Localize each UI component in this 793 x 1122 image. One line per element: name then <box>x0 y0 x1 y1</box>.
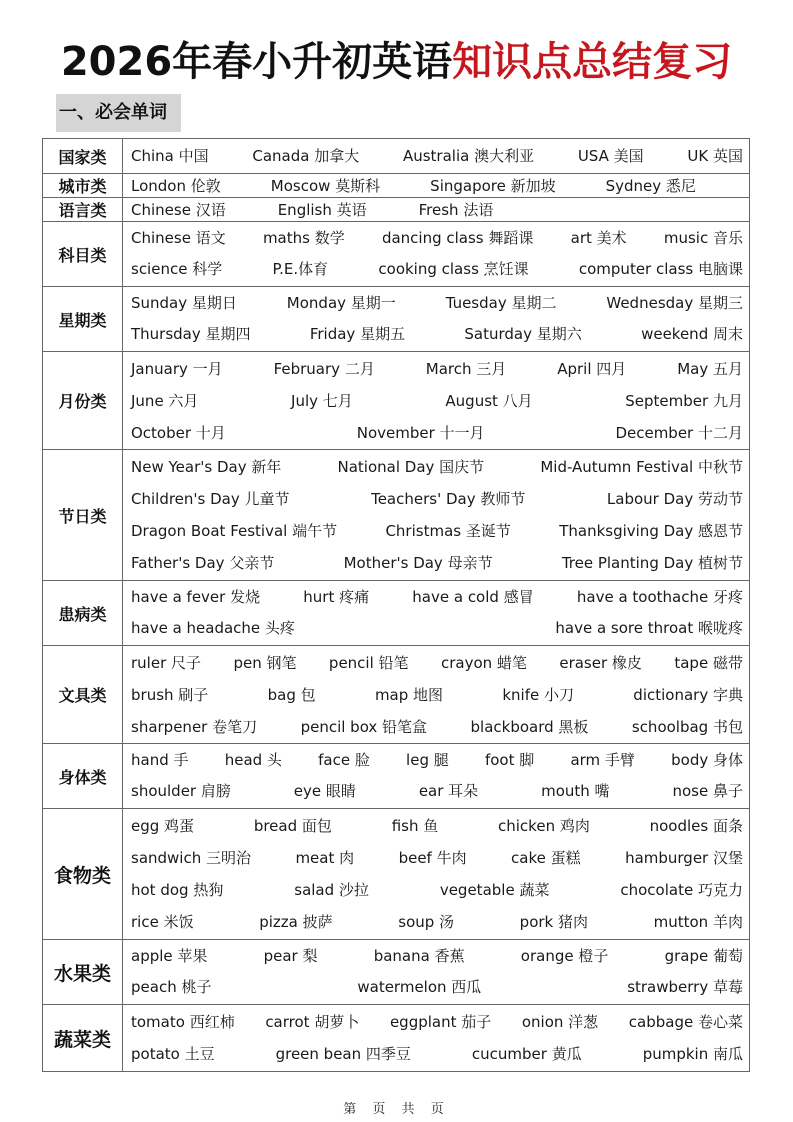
vocab-entry: London 伦敦 <box>131 176 221 195</box>
vocab-entry: National Day 国庆节 <box>337 457 485 476</box>
vocab-entry: August 八月 <box>445 391 533 410</box>
vocab-entry: P.E.体育 <box>272 260 329 278</box>
vocab-entry: pork 猪肉 <box>519 913 588 932</box>
word-line <box>131 288 749 320</box>
vocab-entry: Tuesday 星期二 <box>445 293 557 312</box>
vocab-entry: Australia 澳大利亚 <box>402 146 535 165</box>
vocab-entry: Monday 星期一 <box>286 293 396 312</box>
vocab-entry: tomato 西红柿 <box>131 1012 235 1031</box>
vocab-entry: Chinese 汉语 <box>131 200 226 219</box>
vocab-entry: art 美术 <box>570 228 627 247</box>
vocab-row <box>43 139 750 174</box>
word-line <box>131 223 749 255</box>
vocab-entry: English 英语 <box>277 200 367 219</box>
vocab-entry: beef 牛肉 <box>398 848 467 867</box>
vocab-row <box>43 1005 750 1072</box>
word-line <box>131 140 749 173</box>
vocab-entry: October 十月 <box>131 423 226 442</box>
vocab-entry: Christmas 圣诞节 <box>385 522 511 540</box>
vocab-entry: Canada 加拿大 <box>252 146 360 165</box>
page-title-main: 2026年春小升初英语 <box>60 39 453 85</box>
vocab-entry: pumpkin 南瓜 <box>642 1045 743 1063</box>
vocab-entry: peach 桃子 <box>131 978 212 996</box>
vocab-entry: eggplant 茄子 <box>389 1012 492 1031</box>
word-line <box>131 776 749 808</box>
vocabulary-table <box>42 138 750 1072</box>
word-line <box>131 1006 749 1039</box>
vocab-entry: dancing class 舞蹈课 <box>381 228 534 247</box>
category-words <box>123 139 750 174</box>
vocab-entry: egg 鸡蛋 <box>131 816 195 835</box>
category-label: 国家类 <box>43 139 123 174</box>
word-line <box>131 972 749 1004</box>
category-label: 蔬菜类 <box>43 1005 123 1072</box>
vocab-entry: dictionary 字典 <box>633 685 743 704</box>
word-line <box>131 745 749 777</box>
vocab-entry: February 二月 <box>273 359 375 378</box>
category-label: 城市类 <box>43 174 123 198</box>
vocab-entry: Tree Planting Day 植树节 <box>561 554 743 573</box>
category-label: 节日类 <box>43 450 123 581</box>
vocab-entry: hamburger 汉堡 <box>625 848 743 867</box>
vocab-entry: green bean 四季豆 <box>275 1045 411 1063</box>
vocab-entry: Thursday 星期四 <box>131 325 251 343</box>
category-words <box>123 287 750 352</box>
vocab-entry: July 七月 <box>291 391 353 410</box>
vocab-entry: fish 鱼 <box>391 816 439 835</box>
vocab-entry: New Year's Day 新年 <box>131 457 282 476</box>
vocab-entry: cooking class 烹饪课 <box>378 260 529 278</box>
vocab-entry: April 四月 <box>557 359 627 378</box>
vocab-entry: mutton 羊肉 <box>653 913 743 932</box>
word-line <box>131 1038 749 1071</box>
category-label: 星期类 <box>43 287 123 352</box>
word-line <box>131 613 749 645</box>
word-line <box>131 906 749 938</box>
word-line <box>131 547 749 579</box>
category-label: 语言类 <box>43 198 123 222</box>
vocab-entry: schoolbag 书包 <box>631 717 743 736</box>
vocab-entry: sandwich 三明治 <box>131 848 251 867</box>
vocab-entry: June 六月 <box>131 391 199 410</box>
vocab-row <box>43 646 750 744</box>
category-words <box>123 581 750 646</box>
vocab-row <box>43 174 750 198</box>
vocab-entry: map 地图 <box>374 685 444 704</box>
vocab-row <box>43 352 750 450</box>
vocab-entry: science 科学 <box>131 260 223 278</box>
vocab-entry: weekend 周末 <box>641 325 743 343</box>
vocab-entry: salad 沙拉 <box>294 881 369 899</box>
vocab-entry: Saturday 星期六 <box>464 325 582 343</box>
category-label: 身体类 <box>43 744 123 809</box>
word-line <box>131 176 749 196</box>
category-words <box>123 809 750 940</box>
word-line <box>131 417 749 449</box>
vocab-entry: cake 蛋糕 <box>511 848 581 867</box>
category-words <box>123 450 750 581</box>
word-line <box>131 319 749 351</box>
vocab-row <box>43 287 750 352</box>
vocab-entry: UK 英国 <box>687 146 743 165</box>
word-line <box>131 711 749 743</box>
word-line <box>131 200 749 220</box>
word-line <box>131 941 749 973</box>
vocab-entry: arm 手臂 <box>570 750 635 769</box>
category-label: 月份类 <box>43 352 123 450</box>
section-heading: 一、必会单词 <box>56 94 181 132</box>
word-line <box>131 385 749 417</box>
vocab-entry: Dragon Boat Festival 端午节 <box>131 522 338 540</box>
vocab-entry: have a toothache 牙疼 <box>576 587 743 606</box>
category-words <box>123 174 750 198</box>
vocab-entry: Singapore 新加坡 <box>430 176 556 195</box>
vocab-entry: crayon 蜡笔 <box>440 653 527 672</box>
vocab-entry: ruler 尺子 <box>131 653 202 672</box>
vocab-row <box>43 940 750 1005</box>
category-label: 患病类 <box>43 581 123 646</box>
vocab-entry: Moscow 莫斯科 <box>270 176 381 195</box>
vocab-entry: leg 腿 <box>406 750 449 769</box>
vocab-entry: shoulder 肩膀 <box>131 782 231 800</box>
vocab-entry: noodles 面条 <box>649 816 743 835</box>
vocab-entry: have a fever 发烧 <box>131 587 261 606</box>
vocab-entry: September 九月 <box>625 391 743 410</box>
vocab-entry: strawberry 草莓 <box>627 978 743 996</box>
category-words <box>123 940 750 1005</box>
vocab-entry: November 十一月 <box>356 423 485 442</box>
vocab-entry: Friday 星期五 <box>309 325 406 343</box>
vocab-entry: onion 洋葱 <box>521 1012 599 1031</box>
word-line <box>131 874 749 906</box>
vocab-entry: head 头 <box>224 750 282 769</box>
vocab-entry: Sydney 悉尼 <box>605 176 696 195</box>
vocab-entry: sharpener 卷笔刀 <box>131 717 258 736</box>
vocab-entry: have a cold 感冒 <box>412 587 534 606</box>
vocab-entry: meat 肉 <box>295 848 355 867</box>
vocab-entry: foot 脚 <box>484 750 535 769</box>
vocab-entry: soup 汤 <box>398 913 455 932</box>
vocab-entry: bag 包 <box>267 685 316 704</box>
vocab-entry: hand 手 <box>131 750 189 769</box>
word-line <box>131 254 749 286</box>
category-label: 文具类 <box>43 646 123 744</box>
vocab-entry: chocolate 巧克力 <box>620 881 743 899</box>
vocab-entry: bread 面包 <box>253 816 332 835</box>
word-line <box>131 842 749 874</box>
page-title-highlight: 知识点总结复习 <box>452 39 733 85</box>
vocab-entry: Chinese 语文 <box>131 228 226 247</box>
word-line <box>131 451 749 483</box>
word-line <box>131 679 749 711</box>
vocab-entry: May 五月 <box>677 359 743 378</box>
vocab-entry: potato 土豆 <box>131 1045 215 1063</box>
vocab-entry: have a sore throat 喉咙疼 <box>555 619 743 637</box>
vocab-entry: Father's Day 父亲节 <box>131 554 275 573</box>
category-words <box>123 646 750 744</box>
vocab-entry: pizza 披萨 <box>259 913 333 932</box>
vocab-entry: Fresh 法语 <box>418 200 494 219</box>
vocab-entry: eraser 橡皮 <box>559 653 642 672</box>
vocab-entry: grape 葡萄 <box>664 946 743 965</box>
vocab-entry: Mid-Autumn Festival 中秋节 <box>540 457 743 476</box>
vocab-entry: pear 梨 <box>263 946 318 965</box>
vocab-entry: Wednesday 星期三 <box>606 293 743 312</box>
word-line <box>131 810 749 842</box>
vocab-row <box>43 198 750 222</box>
vocab-entry: ear 耳朵 <box>418 782 479 800</box>
vocab-entry: blackboard 黑板 <box>470 717 589 736</box>
vocab-entry: USA 美国 <box>577 146 644 165</box>
vocab-entry: rice 米饭 <box>131 913 194 932</box>
vocab-row <box>43 222 750 287</box>
vocab-entry: body 身体 <box>671 750 743 769</box>
category-words <box>123 744 750 809</box>
category-label: 水果类 <box>43 940 123 1005</box>
vocab-entry: December 十二月 <box>615 423 743 442</box>
vocab-entry: watermelon 西瓜 <box>357 978 482 996</box>
category-words <box>123 198 750 222</box>
category-words <box>123 352 750 450</box>
vocab-entry: Children's Day 儿童节 <box>131 489 290 508</box>
word-line <box>131 353 749 385</box>
category-label: 科目类 <box>43 222 123 287</box>
vocab-entry: Mother's Day 母亲节 <box>343 554 493 573</box>
vocab-entry: orange 橙子 <box>520 946 609 965</box>
vocab-entry: Sunday 星期日 <box>131 293 237 312</box>
vocab-entry: mouth 嘴 <box>541 782 610 800</box>
vocab-entry: pen 钢笔 <box>233 653 297 672</box>
vocab-entry: March 三月 <box>425 359 507 378</box>
vocab-entry: chicken 鸡肉 <box>498 816 590 835</box>
vocab-entry: apple 苹果 <box>131 946 208 965</box>
page-title <box>0 30 793 87</box>
word-line <box>131 582 749 614</box>
vocab-entry: carrot 胡萝卜 <box>265 1012 360 1031</box>
vocab-entry: hot dog 热狗 <box>131 881 224 899</box>
word-line <box>131 483 749 515</box>
vocab-entry: January 一月 <box>131 359 223 378</box>
vocab-entry: vegetable 蔬菜 <box>439 881 550 899</box>
category-words <box>123 1005 750 1072</box>
vocab-row <box>43 744 750 809</box>
vocab-entry: Teachers' Day 教师节 <box>371 489 526 508</box>
vocab-entry: cucumber 黄瓜 <box>471 1045 582 1063</box>
vocab-entry: hurt 疼痛 <box>303 587 370 606</box>
vocab-entry: maths 数学 <box>262 228 345 247</box>
vocab-entry: pencil box 铅笔盒 <box>300 717 428 736</box>
word-line <box>131 515 749 547</box>
vocab-entry: nose 鼻子 <box>672 782 743 800</box>
vocab-entry: pencil 铅笔 <box>328 653 409 672</box>
vocab-entry: knife 小刀 <box>502 685 574 704</box>
vocab-entry: Labour Day 劳动节 <box>606 489 743 508</box>
vocab-entry: eye 眼睛 <box>293 782 356 800</box>
vocab-entry: brush 刷子 <box>131 685 209 704</box>
category-words <box>123 222 750 287</box>
vocab-entry: tape 磁带 <box>674 653 743 672</box>
vocab-row <box>43 450 750 581</box>
vocab-entry: face 脸 <box>318 750 370 769</box>
vocab-entry: Thanksgiving Day 感恩节 <box>559 522 743 540</box>
category-label: 食物类 <box>43 809 123 940</box>
vocab-row <box>43 581 750 646</box>
page-footer: 第 页 共 页 <box>343 1102 450 1117</box>
vocab-row <box>43 809 750 940</box>
vocab-entry: have a headache 头疼 <box>131 619 295 637</box>
vocab-entry: cabbage 卷心菜 <box>628 1012 743 1031</box>
word-line <box>131 647 749 679</box>
vocab-entry: banana 香蕉 <box>373 946 465 965</box>
vocab-entry: computer class 电脑课 <box>578 260 743 278</box>
vocab-entry: music 音乐 <box>663 228 743 247</box>
vocab-entry: China 中国 <box>131 146 209 165</box>
